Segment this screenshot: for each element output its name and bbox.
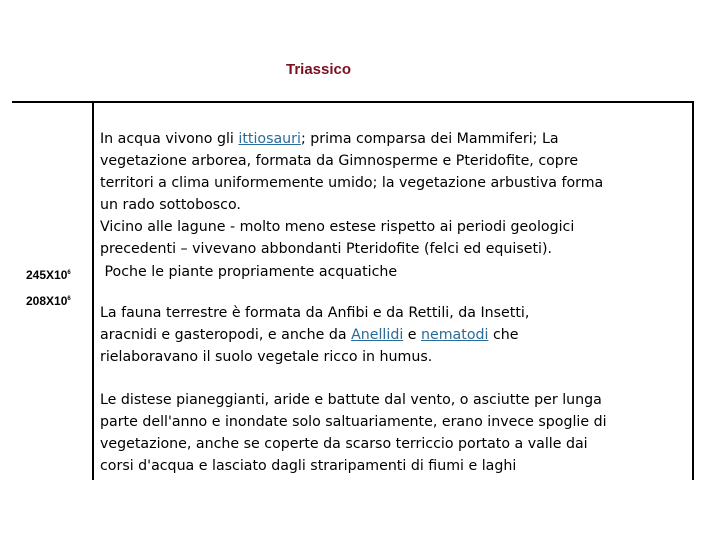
paragraph-line: Le distese pianeggianti, aride e battute dal vento, o asciutte per lunga xyxy=(100,392,602,408)
paragraph-line: parte dell'anno e inondate solo saltuariamente, erano invece spoglie di xyxy=(100,414,607,431)
link-nematodi[interactable]: nematodi xyxy=(421,327,489,344)
paragraph-line: territori a clima uniformemente umido; la vegetazione arbustiva forma xyxy=(100,175,604,192)
paragraph-line: precedenti – vivevano abbondanti Pteridofite (felci ed equiseti). xyxy=(100,241,553,258)
paragraph-line: Vicino alle lagune - molto meno estese rispetto ai periodi geologici xyxy=(100,219,575,236)
link-anellidi[interactable]: Anellidi xyxy=(351,327,404,344)
paragraph-fauna xyxy=(100,302,687,368)
paragraph-line: Poche le piante propriamente acquatiche xyxy=(100,263,398,280)
date-start-exponent: 6 xyxy=(67,270,71,276)
date-end-mantissa: 208X10 xyxy=(26,294,68,308)
date-start xyxy=(26,268,71,282)
column-divider xyxy=(92,101,94,480)
date-end-exponent: 6 xyxy=(67,296,71,302)
paragraph-flora xyxy=(100,128,687,283)
date-start-mantissa: 245X10 xyxy=(26,268,68,282)
date-end xyxy=(26,294,71,308)
link-ittiosauri[interactable]: ittiosauri xyxy=(238,131,301,147)
paragraph-line: rielaboravano il suolo vegetale ricco in humus. xyxy=(100,349,433,366)
table-top-border xyxy=(12,101,694,103)
page-title: Triassico xyxy=(286,61,352,78)
table-right-border xyxy=(692,101,694,480)
paragraph-line: un rado sottobosco. xyxy=(100,197,241,214)
paragraph-line: In acqua vivono gli ittiosauri; prima comparsa dei Mammiferi; La xyxy=(100,131,559,147)
paragraph-line: vegetazione, anche se coperte da scarso terriccio portato a valle dai xyxy=(100,436,588,453)
paragraph-line: vegetazione arborea, formata da Gimnosperme e Pteridofite, copre xyxy=(100,153,579,170)
paragraph-plains xyxy=(100,389,687,477)
paragraph-line: corsi d'acqua e lasciato dagli straripamenti di fiumi e laghi xyxy=(100,458,517,475)
paragraph-line: aracnidi e gasteropodi, e anche da Anellidi e nematodi che xyxy=(100,327,519,344)
paragraph-line: La fauna terrestre è formata da Anfibi e da Rettili, da Insetti, xyxy=(100,305,530,321)
